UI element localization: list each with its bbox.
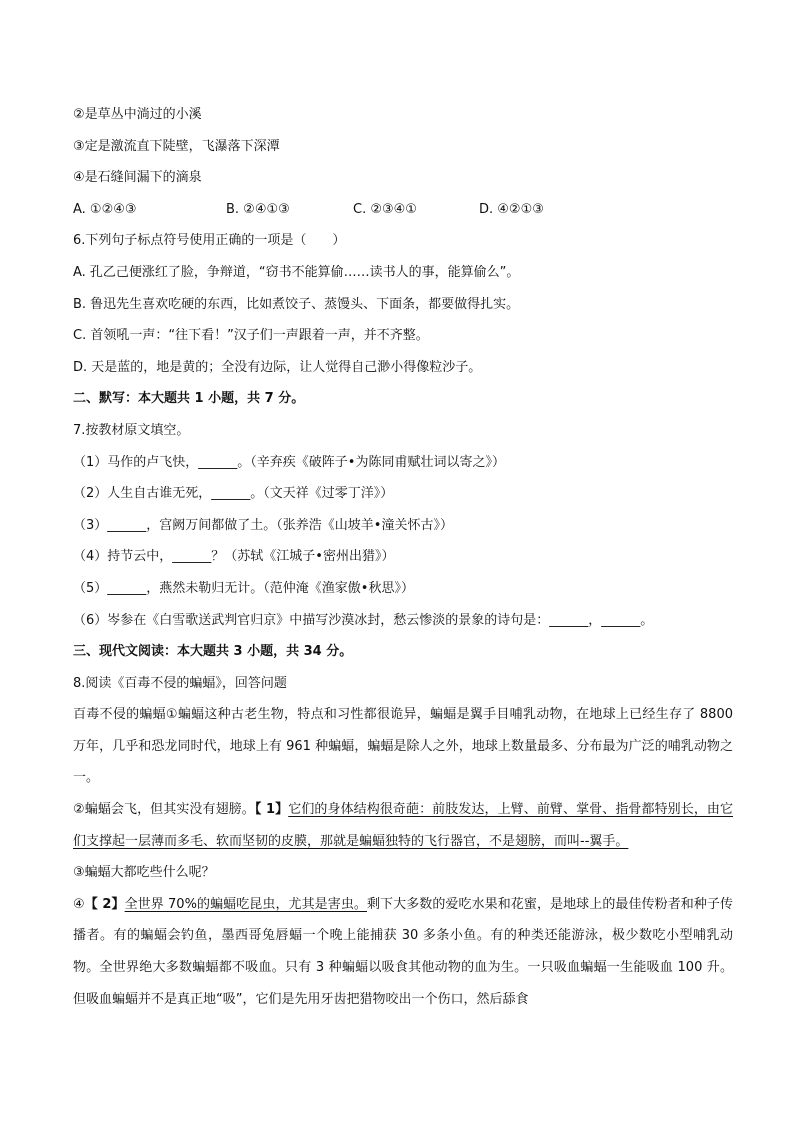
- q8-paragraph-2-intro: ②蝙蝠会飞，但其实没有翅膀。: [73, 802, 255, 818]
- q5-option-c[interactable]: C. ②③④①: [353, 201, 417, 217]
- q5-options: [73, 194, 733, 226]
- q6-option-b[interactable]: B. 鲁迅先生喜欢吃硬的东西，比如煮饺子、蒸馒头、下面条，都要做得扎实。: [73, 296, 520, 312]
- q7-item-2: （2）人生自古谁无死，______。（文天祥《过零丁洋》）: [73, 486, 394, 502]
- q8-underlined-sentence-2: 全世界 70%的蝙蝠吃昆虫，尤其是害虫。: [124, 896, 367, 912]
- q5-sentence-2: ②是草丛中淌过的小溪: [73, 107, 202, 122]
- section-2-heading: 二、默写：本大题共 1 小题，共 7 分。: [73, 391, 305, 407]
- q5-option-a[interactable]: A. ①②④③: [73, 201, 137, 217]
- q8-underlined-sentence-1: 它们的身体结构很奇葩：前肢发达，上臂、前臂、掌骨、指骨都特别长，由它们支撑起一层薄而多毛、软而坚韧的皮膜，那就是蝙蝠独特的飞行器官，不是翅膀，而叫--翼手。: [73, 802, 733, 849]
- q6-option-c[interactable]: C. 首领吼一声：“往下看！”汉子们一声跟着一声，并不齐整。: [73, 328, 429, 344]
- q8-paragraph-4: [73, 889, 733, 1015]
- q7-stem: 7.按教材原文填空。: [73, 422, 190, 438]
- exam-page: [73, 99, 733, 1015]
- q6-option-d[interactable]: D. 天是蓝的，地是黄的；全没有边际，让人觉得自己渺小得像粒沙子。: [73, 359, 482, 375]
- section-3-heading: 三、现代文阅读：本大题共 3 小题，共 34 分。: [73, 644, 353, 660]
- q6-stem: 6.下列句子标点符号使用正确的一项是（ ）: [73, 233, 346, 249]
- q7-item-5: （5）______，燕然未勒归无计。（范仲淹《渔家傲•秋思》）: [73, 580, 414, 596]
- q5-sentence-4: ④是石缝间漏下的滴泉: [73, 170, 202, 186]
- q7-item-4: （4）持节云中，______？（苏轼《江城子•密州出猎》）: [73, 549, 395, 565]
- q8-paragraph-2: [73, 794, 733, 857]
- q6-option-a[interactable]: A. 孔乙己便涨红了脸，争辩道，“窃书不能算偷……读书人的事，能算偷么”。: [73, 264, 520, 280]
- q5-option-d[interactable]: D. ④②①③: [479, 201, 544, 217]
- q8-paragraph-1: 百毒不侵的蝙蝠①蝙蝠这种古老生物，特点和习性都很诡异，蝙蝠是翼手目哺乳动物，在地球上已经生存了 8800 万年，几乎和恐龙同时代，地球上有 961 种蝙蝠，蝙蝠是除人之外，地球上数量最多、分布最为广泛的哺乳动物之一。: [73, 707, 733, 786]
- q8-marker-1: 【 1】: [254, 802, 289, 818]
- q8-paragraph-3: ③蝙蝠大都吃些什么呢？: [73, 865, 215, 881]
- q7-item-3: （3）______，宫阙万间都做了土。（张养浩《山坡羊•潼关怀古》）: [73, 517, 453, 533]
- q7-item-1: （1）马作的卢飞快，______。（辛弃疾《破阵子•为陈同甫赋壮词以寄之》）: [73, 454, 505, 470]
- q8-stem: 8.阅读《百毒不侵的蝙蝠》，回答问题: [73, 675, 287, 691]
- q5-sentence-3: ③定是激流直下陡壁，飞瀑落下深潭: [73, 138, 280, 154]
- q8-marker-2: 【 2】: [84, 896, 125, 912]
- q7-item-6: （6）岑参在《白雪歌送武判官归京》中描写沙漠冰封，愁云惨淡的景象的诗句是：______，______。: [73, 612, 654, 628]
- q5-option-b[interactable]: B. ②④①③: [226, 201, 290, 217]
- q8-paragraph-4-rest: 剩下大多数的爱吃水果和花蜜，是地球上的最佳传粉者和种子传播者。有的蝙蝠会钓鱼，墨西哥兔唇蝠一个晚上能捕获 30 多条小鱼。有的种类还能游泳，极少数吃小型哺乳动物。全世界绝大多数蝙蝠都不吸血。只有 3 种蝙蝠以吸食其他动物的血为生。一只吸血蝙蝠一生能吸血 100 升。但吸血蝙蝠并不是真正地“吸”，它们是先用牙齿把猎物咬出一个伤口，然后舔食: [73, 896, 733, 1007]
- q8-paragraph-4-number: ④: [73, 896, 85, 912]
